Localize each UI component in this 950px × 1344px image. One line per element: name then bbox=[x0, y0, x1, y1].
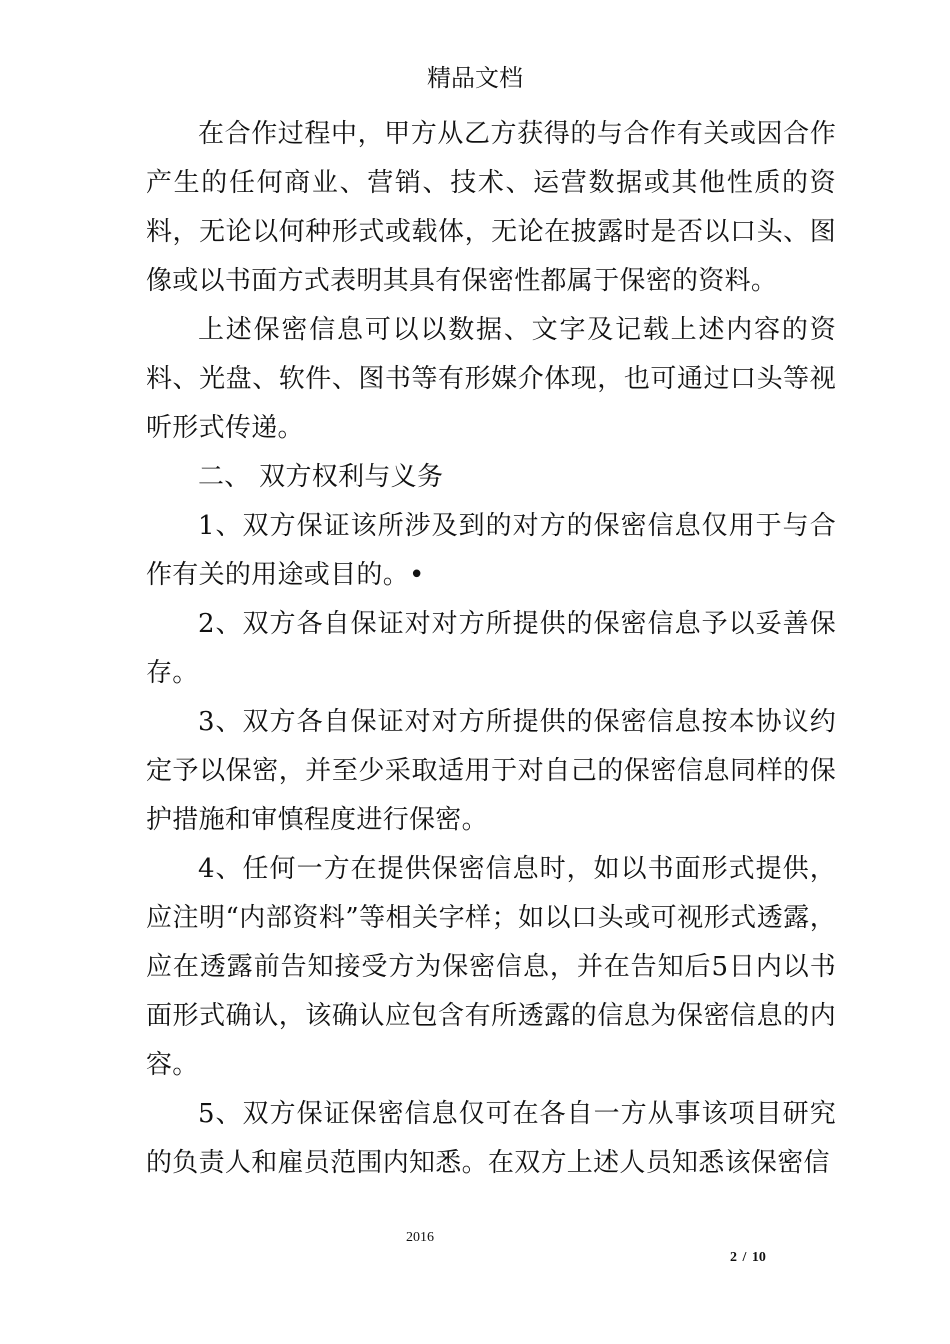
footer-year: 2016 bbox=[406, 1230, 434, 1245]
paragraph-clause-2: 2、双方各自保证对对方所提供的保密信息予以妥善保存。 bbox=[146, 609, 836, 688]
paragraph-confidential-media: 上述保密信息可以以数据、文字及记载上述内容的资料、光盘、软件、图书等有形媒介体现，也可通过口头等视听形式传递。 bbox=[146, 315, 836, 443]
document-body bbox=[146, 110, 836, 1188]
paragraph-confidential-scope: 在合作过程中，甲方从乙方获得的与合作有关或因合作产生的任何商业、营销、技术、运营数据或其他性质的资料，无论以何种形式或载体，无论在披露时是否以口头、图像或以书面方式表明其具有保密性都属于保密的资料。 bbox=[146, 119, 836, 296]
section-heading-rights-obligations: 二、 双方权利与义务 bbox=[198, 462, 444, 492]
paragraph-clause-3: 3、双方各自保证对对方所提供的保密信息按本协议约定予以保密，并至少采取适用于对自己的保密信息同样的保护措施和审慎程度进行保密。 bbox=[146, 707, 836, 835]
paragraph-clause-5: 5、双方保证保密信息仅可在各自一方从事该项目研究的负责人和雇员范围内知悉。在双方上述人员知悉该保密信 bbox=[146, 1099, 836, 1178]
page-header-title: 精品文档 bbox=[427, 64, 523, 92]
paragraph-clause-1: 1、双方保证该所涉及到的对方的保密信息仅用于与合作有关的用途或目的。• bbox=[146, 511, 836, 590]
paragraph-clause-4: 4、任何一方在提供保密信息时，如以书面形式提供，应注明“内部资料”等相关字样；如以口头或可视形式透露，应在透露前告知接受方为保密信息，并在告知后5日内以书面形式确认，该确认应包含有所透露的信息为保密信息的内容。 bbox=[146, 854, 836, 1080]
page-number: 2 / 10 bbox=[730, 1250, 766, 1265]
